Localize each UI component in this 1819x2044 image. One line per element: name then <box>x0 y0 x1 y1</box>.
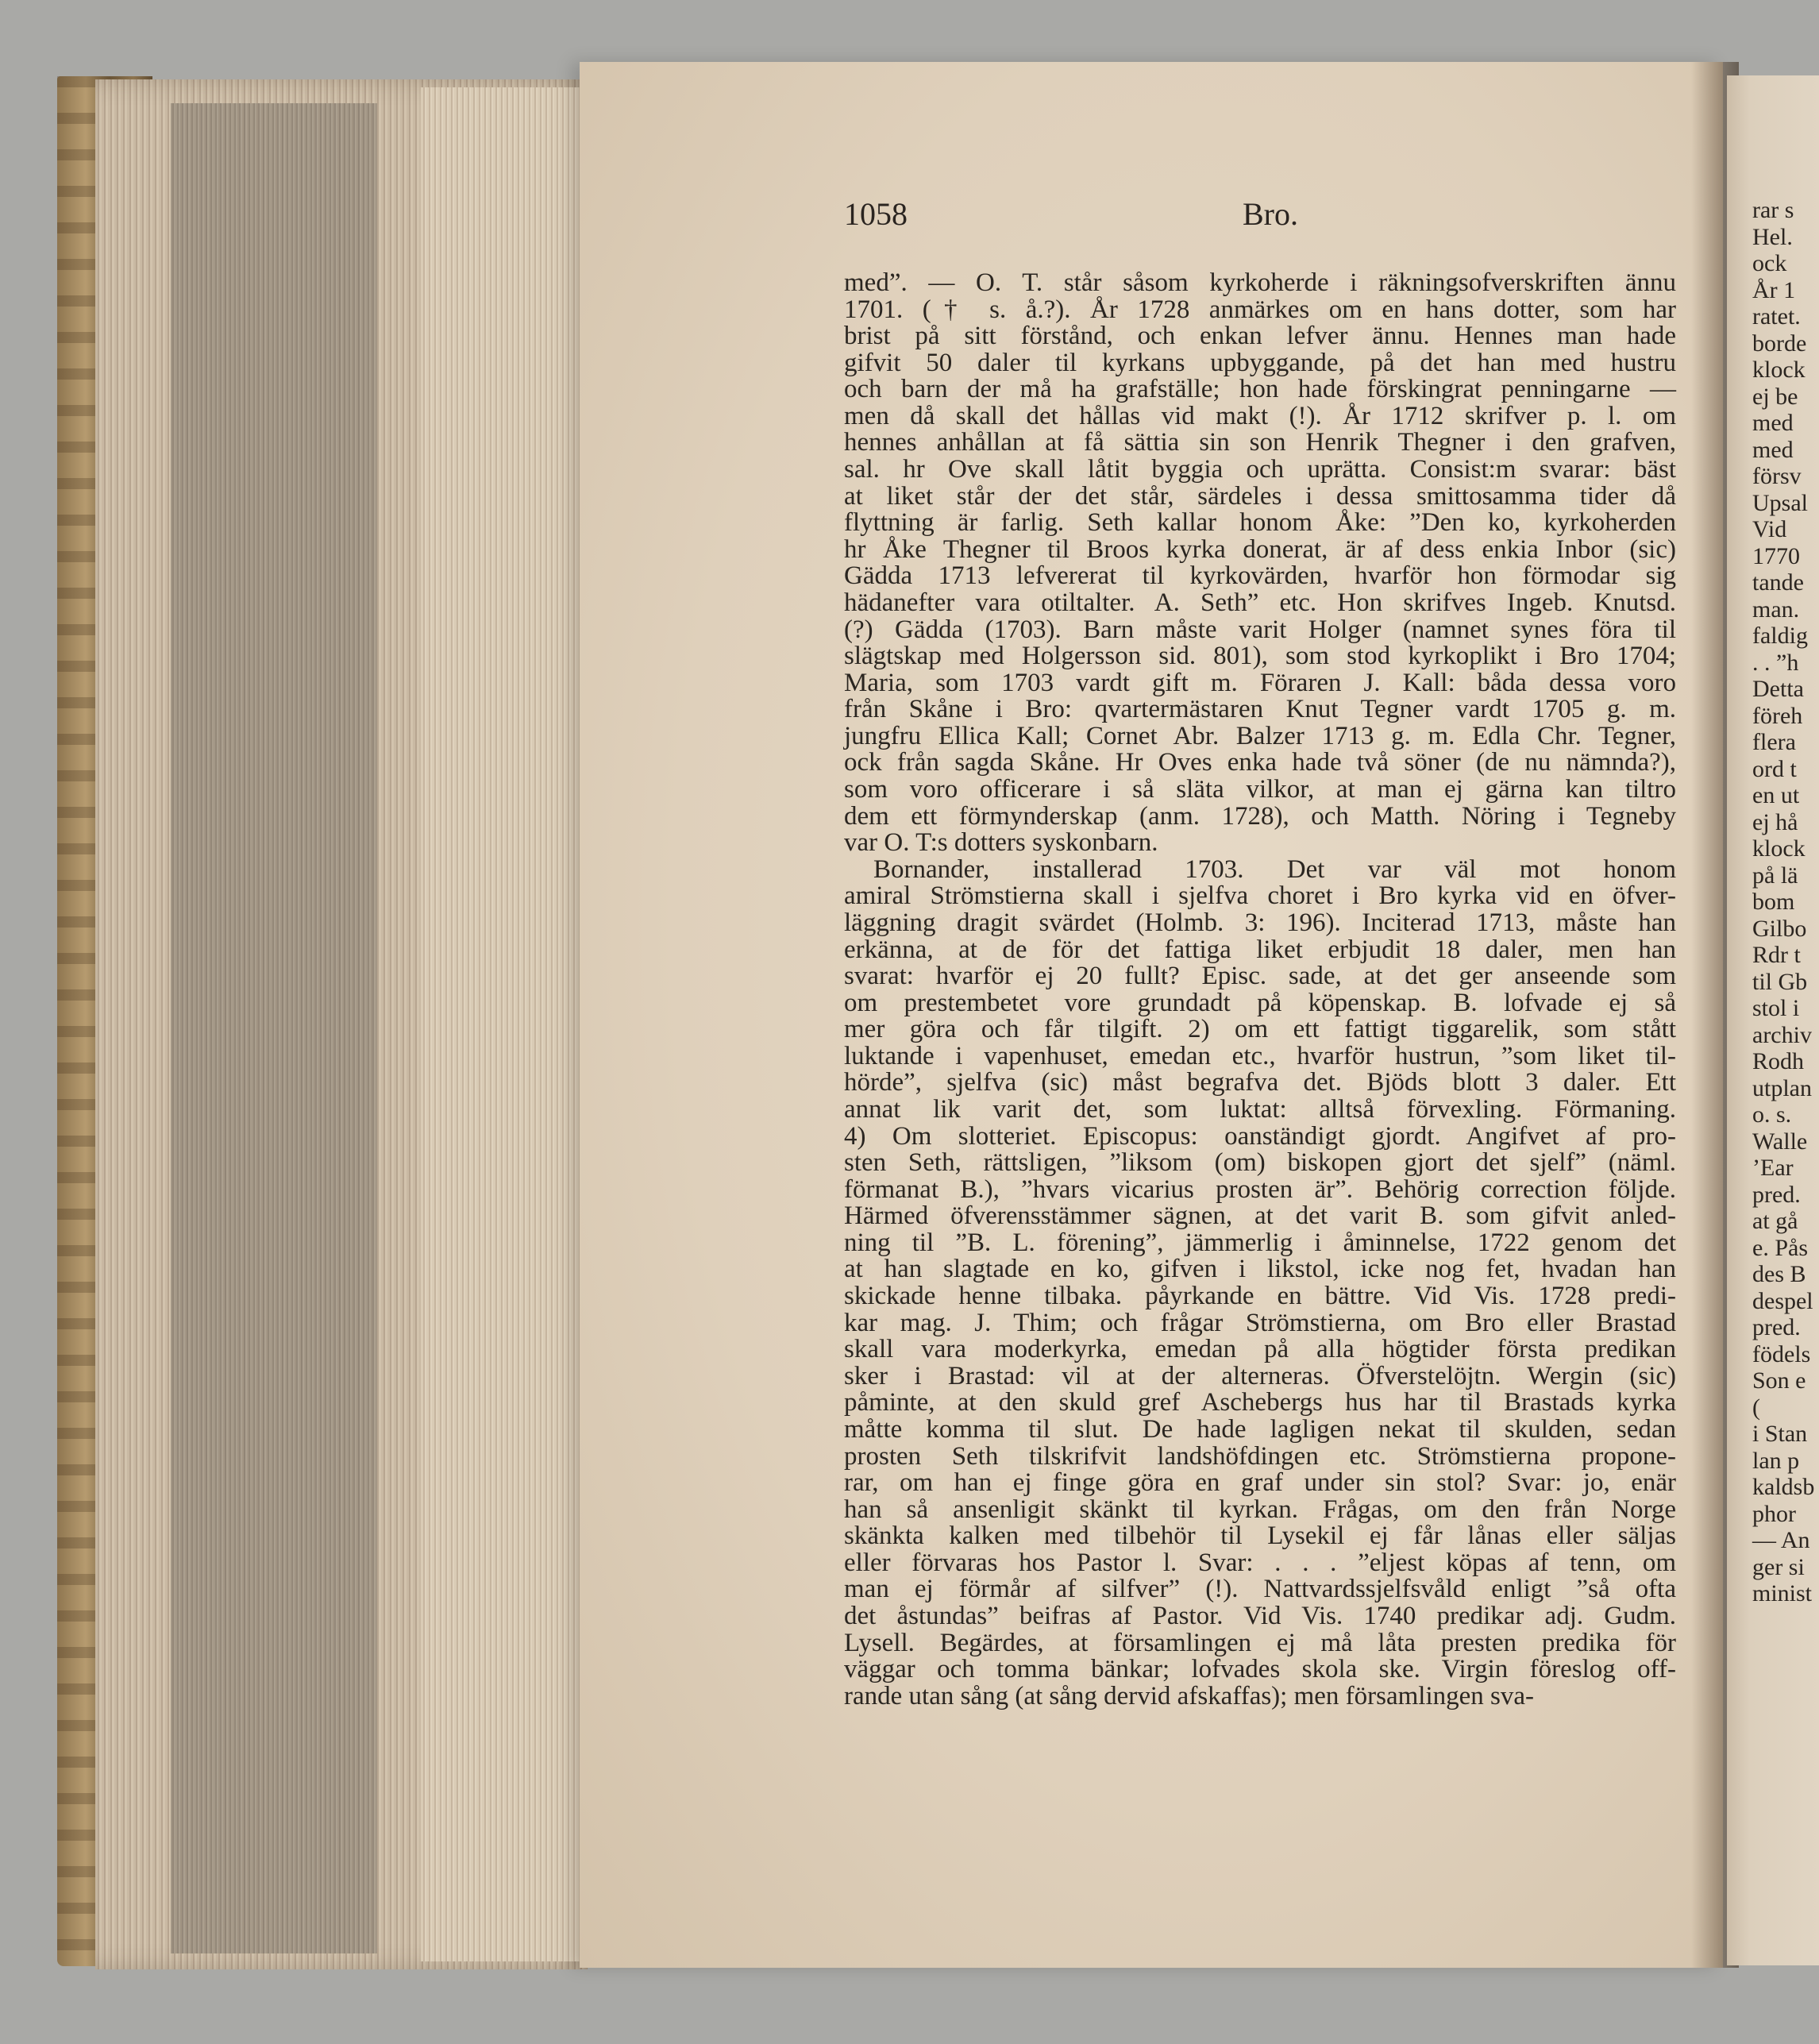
right-page-text-fragment: på lä <box>1752 862 1798 889</box>
right-page-text-fragment: bom <box>1752 889 1795 915</box>
text-line: Bornander, installerad 1703. Det var väl mot honom <box>873 854 1676 884</box>
text-line: och barn der må ha grafställe; hon hade förskingrat penningarne — <box>844 375 1676 404</box>
right-page-sliver <box>1727 75 1819 1965</box>
text-line: 4) Om slotteriet. Episcopus: oanständigt gjordt. Angifvet af pro- <box>844 1121 1676 1151</box>
text-line: at han slagtade en ko, gifven i likstol, icke nog fet, hvadan han <box>844 1255 1676 1284</box>
right-page-text-fragment: ock <box>1752 250 1787 276</box>
right-page-text-fragment: Gilbo <box>1752 915 1807 942</box>
text-line: (?) Gädda (1703). Barn måste varit Holger (namnet synes föra til <box>844 615 1676 644</box>
right-page-text-fragment: at gå <box>1752 1208 1798 1234</box>
text-line: skickade henne tilbaka. påyrkande en bättre. Vid Vis. 1728 predi- <box>844 1282 1676 1311</box>
right-page-text-fragment: e. Pås <box>1752 1234 1808 1261</box>
right-page-text-fragment: flera <box>1752 729 1796 755</box>
right-page-text-fragment: Vid <box>1752 516 1787 542</box>
right-page-text-fragment: ej hå <box>1752 808 1798 835</box>
text-line: från Skåne i Bro: qvartermästaren Knut Tegner vardt 1705 g. m. <box>844 695 1676 724</box>
text-line: Gädda 1713 lefvererat til kyrkovärden, hvarför hon förmodar sig <box>844 561 1676 591</box>
right-page-text-fragment: despel <box>1752 1287 1813 1314</box>
right-page-text-fragment: archiv <box>1752 1021 1812 1048</box>
right-page-text-fragment: pred. <box>1752 1314 1801 1340</box>
text-line: som voro officerare i så släta vilkor, at man ej gärna kan tiltro <box>844 775 1676 804</box>
text-line: hörde”, sjelfva (sic) måst begrafva det. Bjöds blott 3 daler. Ett <box>844 1068 1676 1097</box>
right-page-text-fragment: lan p <box>1752 1447 1800 1474</box>
right-page-text-fragment: Detta <box>1752 676 1804 702</box>
text-line: annat lik varit det, som luktat: alltså förvexling. Förmaning. <box>844 1094 1676 1124</box>
page-block-edge <box>421 87 580 1961</box>
right-page-text-fragment: Upsal <box>1752 489 1808 516</box>
right-page-text-fragment: i Stan <box>1752 1421 1808 1447</box>
text-line: dem ett förmynderskap (anm. 1728), och Matth. Nöring i Tegneby <box>844 801 1676 831</box>
right-page-text-fragment: — An <box>1752 1527 1810 1553</box>
text-line: väggar och tomma bänkar; lofvades skola ske. Virgin föreslog off- <box>844 1655 1676 1684</box>
right-page-text-fragment: klock <box>1752 357 1806 383</box>
text-line: eller förvaras hos Pastor l. Svar: . . . ”eljest köpas af tenn, om <box>844 1548 1676 1577</box>
right-page-text-fragment: o. s. <box>1752 1101 1792 1128</box>
right-page-text-fragment: Son e <box>1752 1367 1806 1394</box>
page-block-shadow <box>171 103 377 1953</box>
text-line: amiral Strömstierna skall i sjelfva choret i Bro kyrka vid en öfver- <box>844 881 1676 911</box>
right-page-text-fragment: klock <box>1752 835 1806 862</box>
right-page-text-fragment: ger si <box>1752 1553 1805 1580</box>
right-page-text-fragment: ’Ear <box>1752 1155 1794 1181</box>
text-line: hädanefter vara otiltalter. A. Seth” etc. Hon skrifves Ingeb. Knutsd. <box>844 588 1676 617</box>
right-page-text-fragment: År 1 <box>1752 276 1796 303</box>
right-page-text-fragment: med <box>1752 410 1794 436</box>
right-page-text-fragment: med <box>1752 436 1794 463</box>
text-line: prosten Seth tilskrifvit landshöfdingen etc. Strömstierna propone- <box>844 1441 1676 1471</box>
right-page-text-fragment: Walle <box>1752 1128 1808 1155</box>
right-page-text-fragment: utplan <box>1752 1074 1812 1101</box>
text-line: jungfru Ellica Kall; Cornet Abr. Balzer 1713 g. m. Edla Chr. Tegner, <box>844 721 1676 750</box>
right-page-text-fragment: ( <box>1752 1394 1760 1421</box>
right-page-text-fragment: stol i <box>1752 995 1800 1021</box>
right-page-text-fragment: ord t <box>1752 755 1797 782</box>
text-line: Härmed öfverensstämmer sägnen, at det varit B. som gifvit anled- <box>844 1201 1676 1231</box>
text-line: kar mag. J. Thim; och frågar Strömstierna, om Bro eller Brastad <box>844 1308 1676 1337</box>
right-page-text-fragment: Rodh <box>1752 1048 1805 1074</box>
right-page-text-fragment: man. <box>1752 596 1800 623</box>
right-page-text-fragment: borde <box>1752 330 1807 357</box>
text-line: slägtskap med Holgersson sid. 801), som stod kyrkoplikt i Bro 1704; <box>844 642 1676 671</box>
text-line: sal. hr Ove skall låtit byggia och uprätta. Consist:m svarar: bäst <box>844 455 1676 484</box>
right-page-text-fragment: födels <box>1752 1340 1811 1367</box>
right-page-text-fragment: . . ”h <box>1752 649 1799 676</box>
page-number: 1058 <box>844 196 908 232</box>
text-line: mer göra och får tilgift. 2) om ett fattigt tiggarelik, som stått <box>844 1015 1676 1044</box>
text-line: hr Åke Thegner til Broos kyrka donerat, är af dess enkia Inbor (sic) <box>844 534 1676 564</box>
text-line: läggning dragit svärdet (Holmb. 3: 196). Inciterad 1713, måste han <box>844 908 1676 937</box>
text-line: rande utan sång (at sång dervid afskaffas); men församlingen sva- <box>844 1681 1535 1710</box>
text-line: var O. T:s dotters syskonbarn. <box>844 828 1158 858</box>
text-line: påminte, at den skuld gref Aschebergs hus har til Brastads kyrka <box>844 1388 1676 1417</box>
right-page-text-fragment: faldig <box>1752 623 1808 649</box>
text-line: rar, om han ej finge göra en graf under sin stol? Svar: jo, enär <box>844 1468 1676 1498</box>
text-line: skall vara moderkyrka, emedan på alla högtider första predikan <box>844 1335 1676 1364</box>
text-line: det åstundas” beifras af Pastor. Vid Vis. 1740 predikar adj. Gudm. <box>844 1602 1676 1630</box>
text-line: sker i Brastad: vil at der alterneras. Öfverstelöjtn. Wergin (sic) <box>844 1361 1676 1390</box>
right-page-text-fragment: en ut <box>1752 782 1800 808</box>
right-page-text-fragment: ej be <box>1752 383 1798 410</box>
text-line: svarat: hvarför ej 20 fullt? Episc. sade, at det ger anseende som <box>844 962 1676 991</box>
right-page-text-fragment: ratet. <box>1752 303 1801 330</box>
right-page-text-fragment: pred. <box>1752 1181 1801 1208</box>
right-page-text-fragment: föreh <box>1752 702 1803 729</box>
text-line: med”. — O. T. står såsom kyrkoherde i räkningsofverskriften ännu <box>844 268 1676 297</box>
text-line: men då skall det hållas vid makt (!). År 1712 skrifver p. l. om <box>844 401 1676 430</box>
right-page-text-fragment: 1770 <box>1752 542 1800 569</box>
text-line: 1701. († s. å.?). År 1728 anmärkes om en hans dotter, som har <box>844 295 1676 324</box>
text-line: om prestembetet vore grundadt på köpenskap. B. lofvade ej så <box>844 988 1676 1017</box>
right-page-text-fragment: kaldsb <box>1752 1474 1815 1500</box>
text-line: skänkta kalken med tilbehör til Lysekil ej får lånas eller säljas <box>844 1521 1676 1551</box>
text-line: erkänna, at de för det fattiga liket erbjudit 18 daler, men han <box>844 935 1676 964</box>
text-line: flyttning är farlig. Seth kallar honom Åke: ”Den ko, kyrkoherden <box>844 508 1676 538</box>
text-line: brist på sitt förstånd, och enkan lefver ännu. Hennes man hade <box>844 322 1676 351</box>
text-line: Maria, som 1703 vardt gift m. Föraren J. Kall: båda dessa voro <box>844 668 1676 697</box>
text-line: ning til ”B. L. förening”, jämmerlig i åminnelse, 1722 genom det <box>844 1228 1676 1257</box>
text-line: at liket står der det står, särdeles i dessa smittosamma tider då <box>844 481 1676 511</box>
right-page-text-fragment: phor <box>1752 1500 1796 1527</box>
text-line: hennes anhållan at få sättia sin son Henrik Thegner i den grafven, <box>844 428 1676 457</box>
right-page-text-fragment: Hel. <box>1752 223 1793 250</box>
right-page-text-fragment: tande <box>1752 569 1804 596</box>
text-line: luktande i vapenhuset, emedan etc., hvarför hustrun, ”som liket til- <box>844 1041 1676 1070</box>
text-line: sten Seth, rättsligen, ”liksom (om) biskopen gjort det sjelf” (näml. <box>844 1148 1676 1178</box>
right-page-text-fragment: til Gb <box>1752 968 1808 995</box>
text-line: han så ansenligit skänkt til kyrkan. Frågas, om den från Norge <box>844 1494 1676 1524</box>
right-page-text-fragment: rar s <box>1752 197 1794 223</box>
text-line: måtte komma til slut. De hade lagligen nekat til skulden, sedan <box>844 1414 1676 1444</box>
text-line: ock från sagda Skåne. Hr Oves enka hade två söner (de nu nämnda?), <box>844 748 1676 777</box>
right-page-text-fragment: minist <box>1752 1580 1813 1606</box>
right-page-text-fragment: Rdr t <box>1752 942 1801 968</box>
running-head: Bro. <box>1243 196 1298 232</box>
right-page-text-fragment: försv <box>1752 463 1802 489</box>
text-line: man ej förmår af silfver” (!). Nattvardssjelfsvåld enligt ”så ofta <box>844 1575 1676 1604</box>
text-line: gifvit 50 daler til kyrkans upbyggande, på det han med hustru <box>844 348 1676 377</box>
text-line: Lysell. Begärdes, at församlingen ej må låta presten predika för <box>844 1628 1676 1657</box>
right-page-text-fragment: des B <box>1752 1261 1806 1287</box>
text-line: förmanat B.), ”hvars vicarius prosten är”. Behörig correction följde. <box>844 1174 1676 1204</box>
